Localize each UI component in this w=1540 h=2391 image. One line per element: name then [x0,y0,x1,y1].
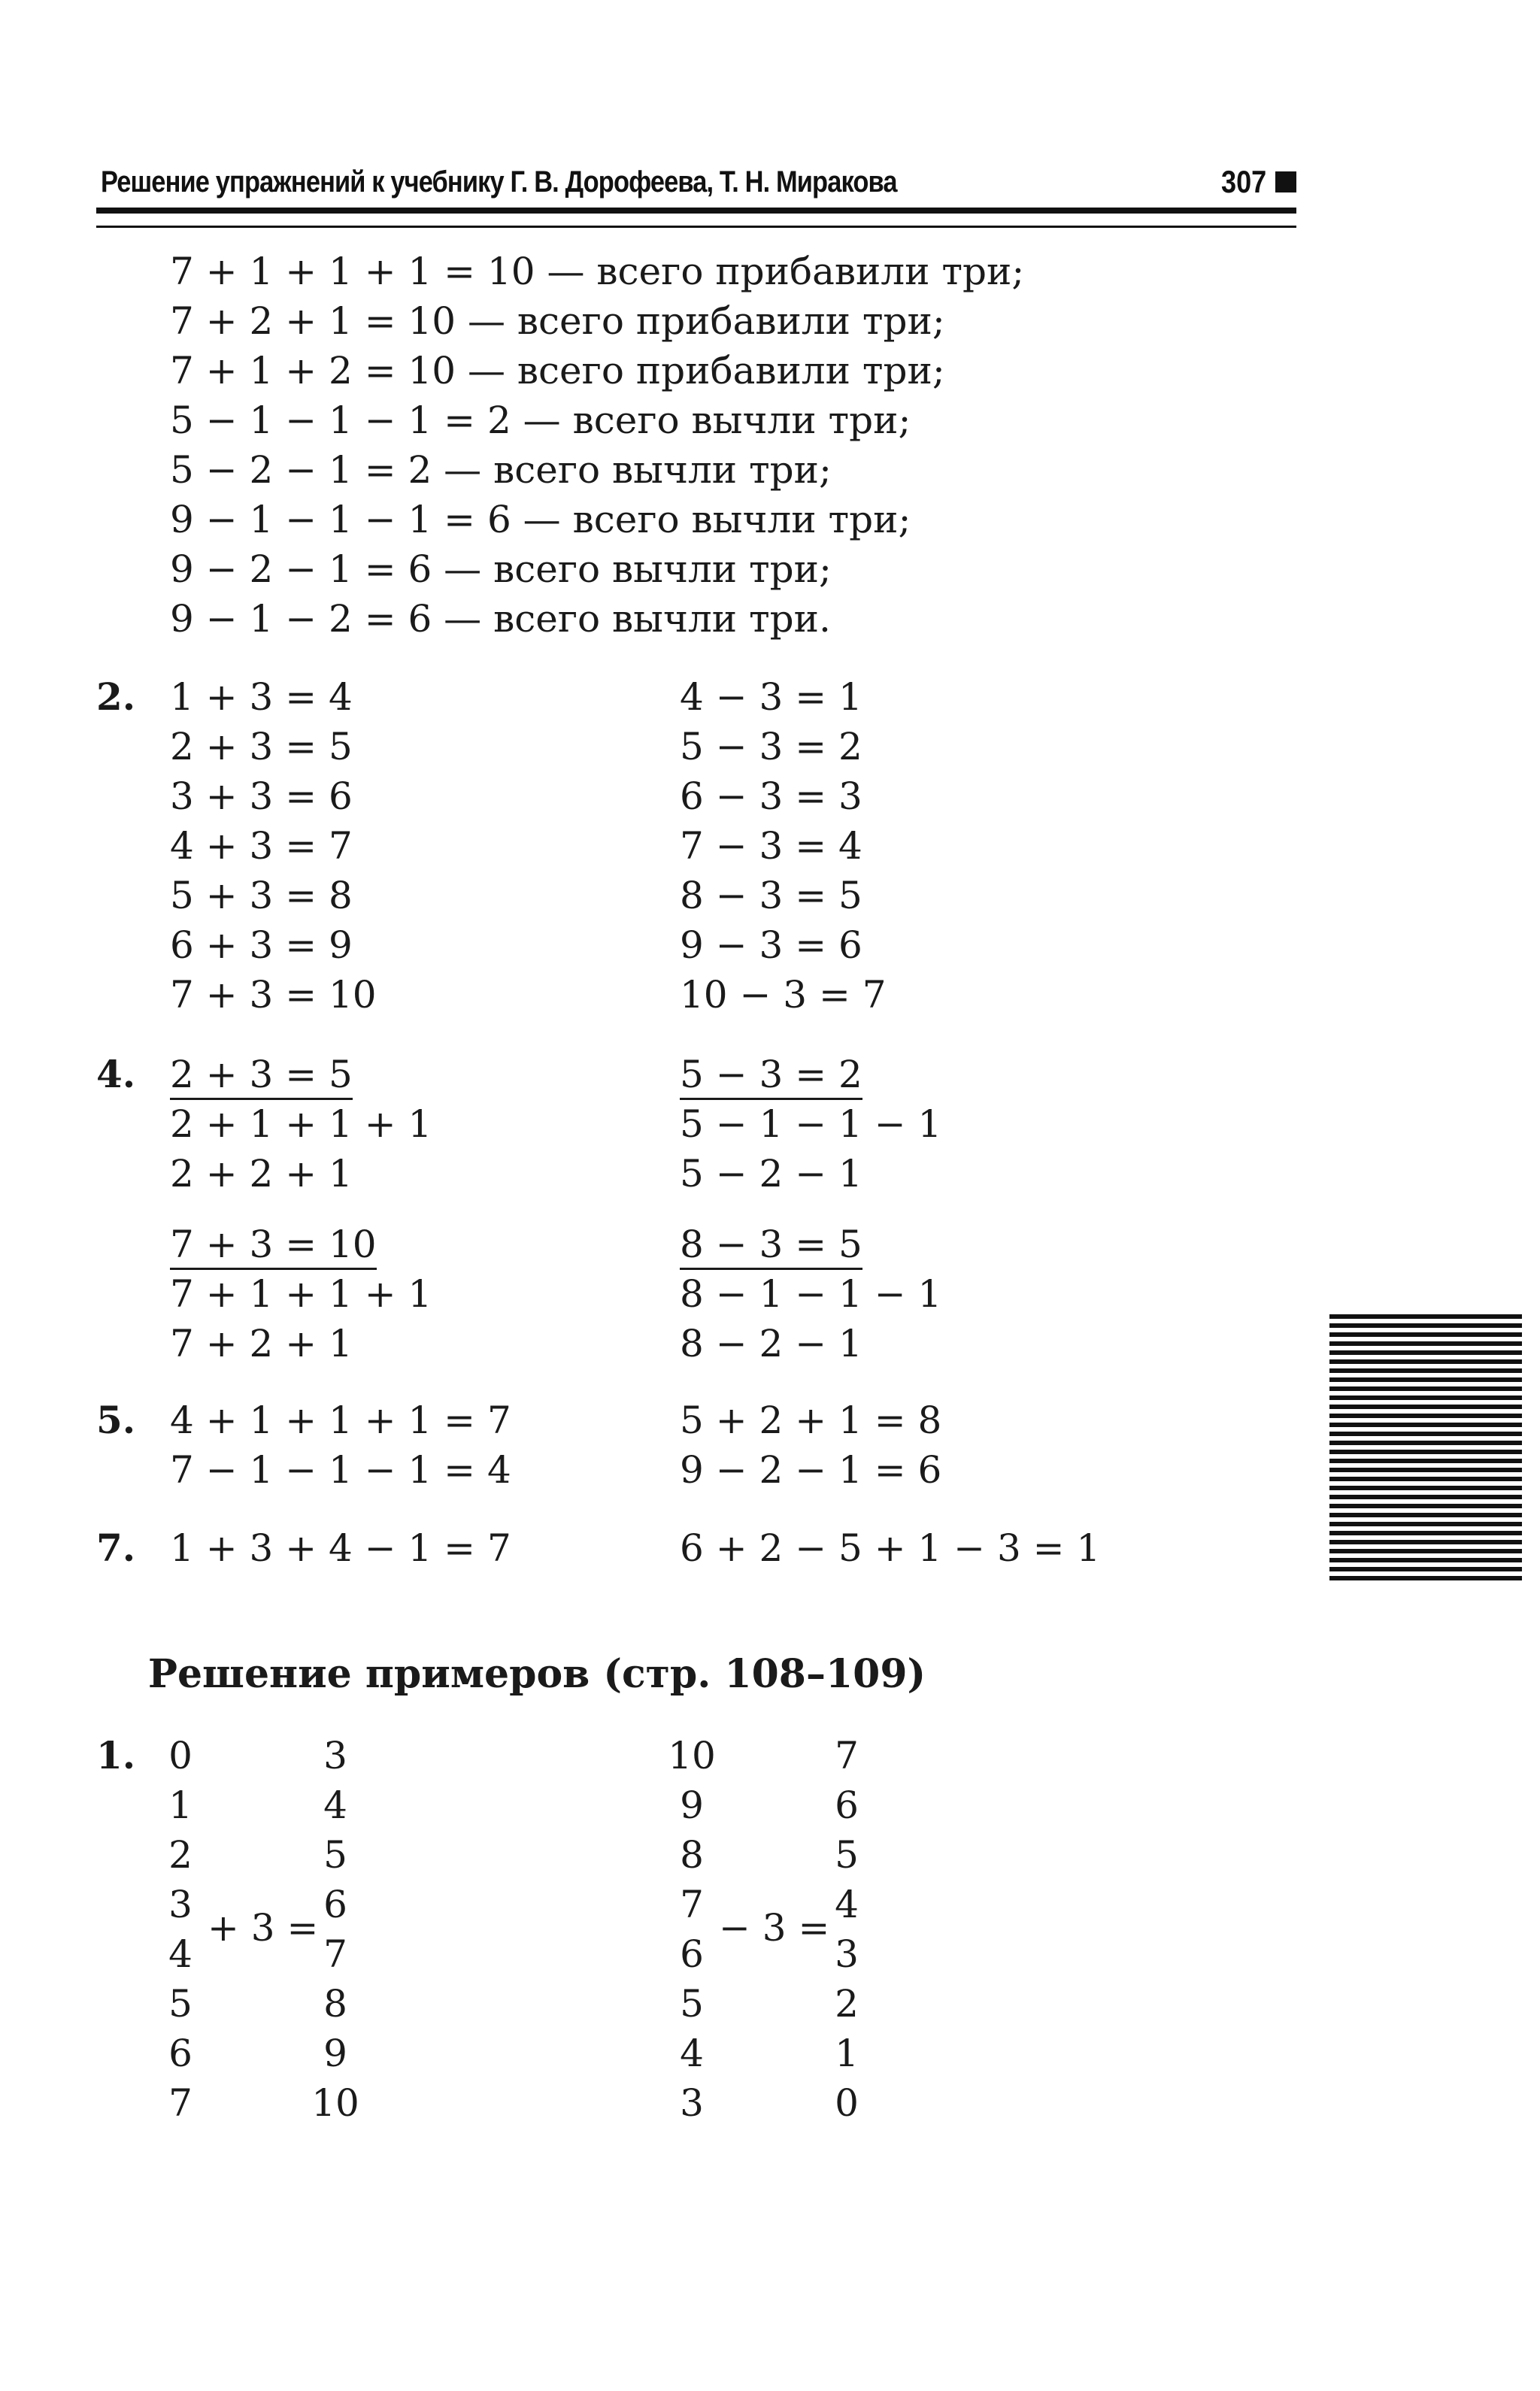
equation: 5 − 1 − 1 − 1 [680,1102,942,1146]
running-header-title: Решение упражнений к учебнику Г. В. Дорофеева, Т. Н. Миракова [101,165,897,198]
equation: 4 − 3 = 1 [680,675,862,719]
result-cell: 3 [323,1734,347,1777]
equation: 1 + 3 = 4 [170,675,353,719]
exercise-number: 1. [96,1733,136,1777]
operand-cell: 1 [168,1783,192,1827]
equation: 2 + 2 + 1 [170,1152,353,1196]
result-cell: 7 [835,1734,859,1777]
intro-line: 5 − 1 − 1 − 1 = 2 — всего вычли три; [170,398,911,442]
operand-cell: 4 [680,2032,704,2075]
equation: 4 + 3 = 7 [170,824,353,868]
result-cell: 3 [835,1932,859,1976]
operand-cell: 5 [680,1982,704,2026]
result-cell: 6 [835,1783,859,1827]
operand-cell: 9 [680,1783,704,1827]
equation: 8 − 2 − 1 [680,1322,862,1365]
equation: 5 − 2 − 1 [680,1152,862,1196]
operand-cell: 0 [168,1734,192,1777]
result-cell: 1 [835,2032,859,2075]
thumb-index-stripes [1329,1314,1522,1582]
result-cell: 7 [323,1932,347,1976]
page-number: 307 [1221,164,1267,199]
header-rule-thick [96,208,1296,214]
equation: 2 + 1 + 1 + 1 [170,1102,432,1146]
intro-line: 9 − 1 − 1 − 1 = 6 — всего вычли три; [170,498,911,541]
equation: 8 − 3 = 5 [680,874,862,917]
exercise-number: 4. [96,1052,136,1096]
result-cell: 5 [323,1833,347,1877]
operand-cell: 5 [168,1982,192,2026]
intro-line: 5 − 2 − 1 = 2 — всего вычли три; [170,448,832,492]
equation: 6 + 3 = 9 [170,923,353,967]
page-number-square-icon [1275,171,1296,192]
result-cell: 5 [835,1833,859,1877]
operand-cell: 6 [168,2032,192,2075]
operand-cell: 2 [168,1833,192,1877]
header-rule-thin [96,226,1296,228]
result-cell: 10 [311,2081,359,2125]
equation-underlined: 7 + 3 = 10 [170,1223,377,1270]
operand-cell: 3 [680,2081,704,2125]
result-cell: 0 [835,2081,859,2125]
equation: 9 − 2 − 1 = 6 [680,1448,942,1492]
result-cell: 2 [835,1982,859,2026]
result-cell: 4 [323,1783,347,1827]
section-heading: Решение примеров (стр. 108–109) [147,1651,926,1697]
operator-label: − 3 = [719,1906,830,1950]
equation: 7 + 1 + 1 + 1 [170,1272,432,1316]
equation: 6 − 3 = 3 [680,774,862,818]
intro-line: 9 − 2 − 1 = 6 — всего вычли три; [170,547,832,591]
equation: 5 + 3 = 8 [170,874,353,917]
operand-cell: 7 [680,1883,704,1926]
operator-label: + 3 = [208,1906,319,1950]
operand-cell: 7 [168,2081,192,2125]
result-cell: 8 [323,1982,347,2026]
operand-cell: 3 [168,1883,192,1926]
equation: 4 + 1 + 1 + 1 = 7 [170,1399,511,1442]
equation: 9 − 3 = 6 [680,923,862,967]
equation: 10 − 3 = 7 [680,973,887,1017]
exercise-number: 5. [96,1398,136,1442]
equation: 8 − 1 − 1 − 1 [680,1272,942,1316]
equation-underlined: 5 − 3 = 2 [680,1053,862,1100]
operand-cell: 6 [680,1932,704,1976]
equation: 6 + 2 − 5 + 1 − 3 = 1 [680,1526,1101,1570]
result-cell: 9 [323,2032,347,2075]
operand-cell: 8 [680,1833,704,1877]
equation: 5 + 2 + 1 = 8 [680,1399,942,1442]
equation: 5 − 3 = 2 [680,725,862,768]
equation: 7 − 1 − 1 − 1 = 4 [170,1448,511,1492]
equation: 7 + 3 = 10 [170,973,377,1017]
intro-line: 9 − 1 − 2 = 6 — всего вычли три. [170,597,831,641]
equation: 7 + 2 + 1 [170,1322,353,1365]
equation: 2 + 3 = 5 [170,725,353,768]
intro-line: 7 + 1 + 1 + 1 = 10 — всего прибавили три; [170,250,1025,293]
equation: 7 − 3 = 4 [680,824,862,868]
intro-line: 7 + 1 + 2 = 10 — всего прибавили три; [170,349,945,392]
equation-underlined: 2 + 3 = 5 [170,1053,353,1100]
equation: 1 + 3 + 4 − 1 = 7 [170,1526,511,1570]
result-cell: 4 [835,1883,859,1926]
exercise-number: 2. [96,674,136,719]
equation: 3 + 3 = 6 [170,774,353,818]
intro-line: 7 + 2 + 1 = 10 — всего прибавили три; [170,299,945,343]
result-cell: 6 [323,1883,347,1926]
equation-underlined: 8 − 3 = 5 [680,1223,862,1270]
operand-cell: 10 [668,1734,716,1777]
operand-cell: 4 [168,1932,192,1976]
exercise-number: 7. [96,1526,136,1570]
